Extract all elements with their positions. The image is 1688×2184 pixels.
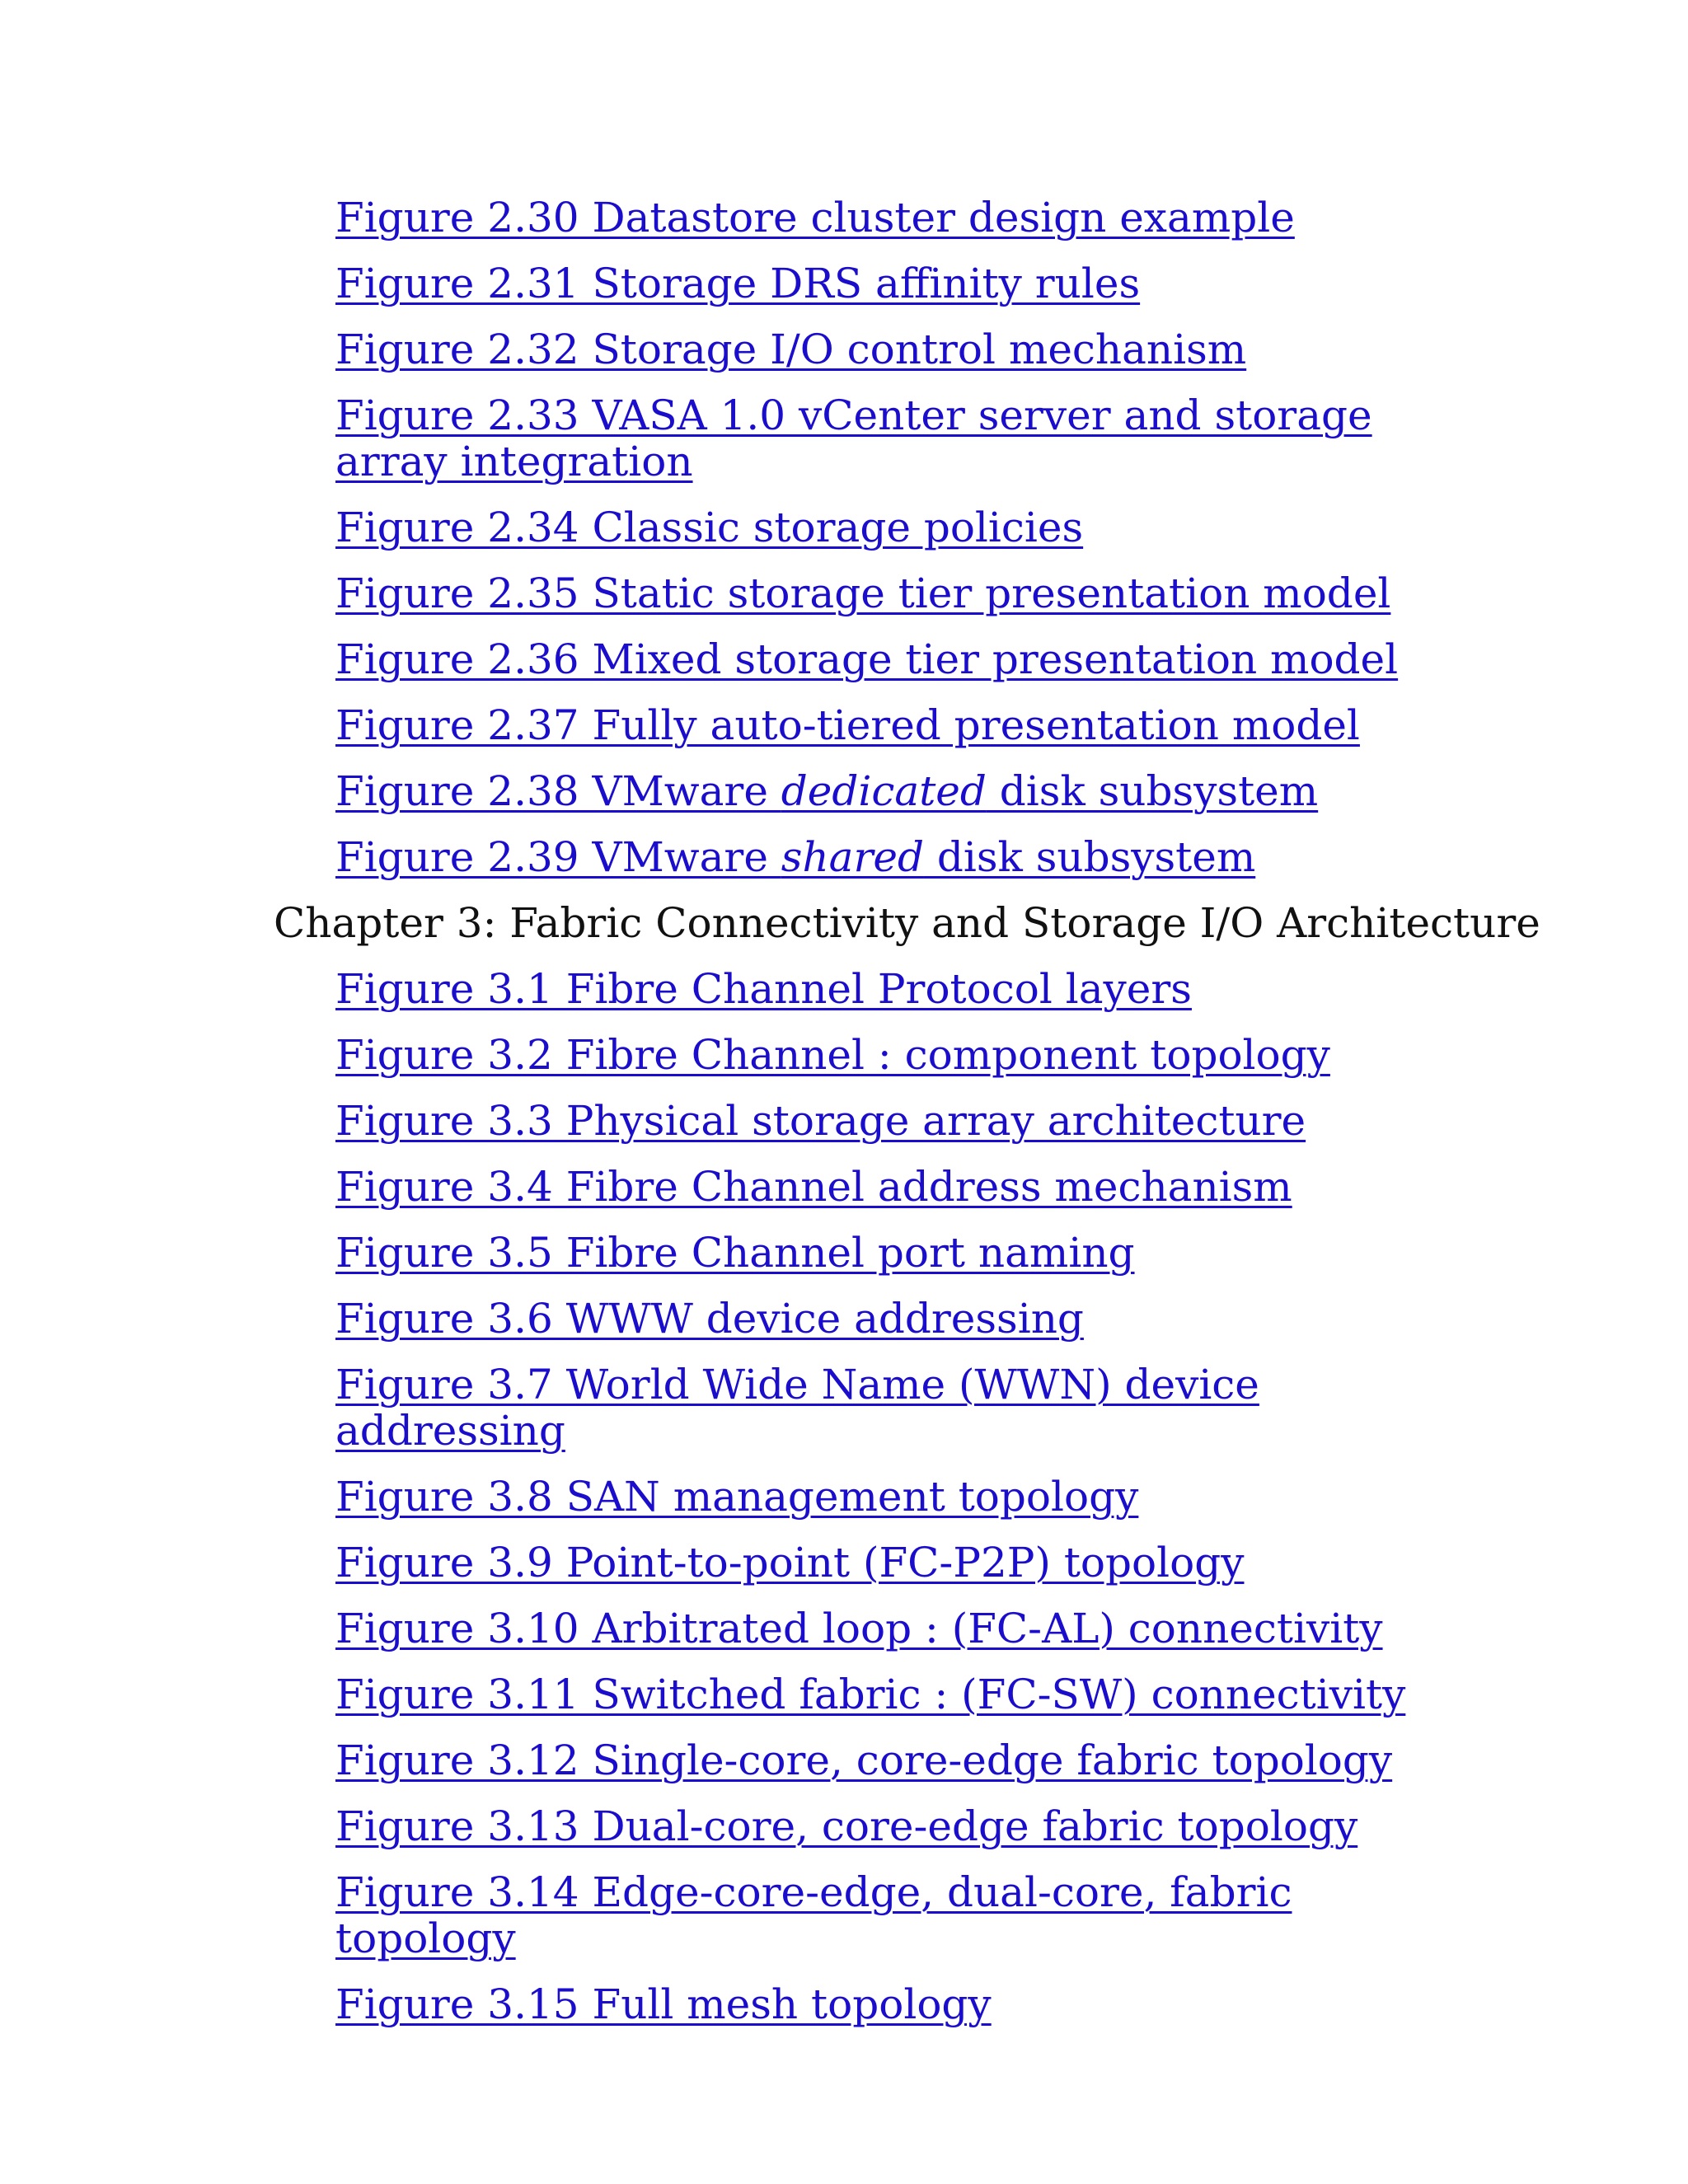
figure-link[interactable]: [335, 767, 1318, 815]
figure-list-item: [274, 1296, 1407, 1342]
figure-link[interactable]: Figure 3.10 Arbitrated loop : (FC-AL) connectivity: [335, 1605, 1383, 1652]
figure-link-text: Figure 2.39 VMware: [335, 833, 781, 881]
figure-list-item: [274, 1981, 1407, 2027]
figure-list-item: [274, 834, 1407, 880]
figure-link[interactable]: Figure 3.9 Point-to-point (FC-P2P) topology: [335, 1539, 1245, 1586]
figure-link-text: Figure 2.38 VMware: [335, 767, 781, 815]
figure-list-item: [274, 1869, 1407, 1961]
figure-list-item: [274, 1540, 1407, 1586]
figure-link[interactable]: Figure 3.11 Switched fabric : (FC-SW) connectivity: [335, 1671, 1406, 1718]
figure-link[interactable]: Figure 2.30 Datastore cluster design example: [335, 194, 1295, 241]
figure-list-item: [274, 504, 1407, 551]
figure-link[interactable]: Figure 3.14 Edge-core-edge, dual-core, fabric topology: [335, 1868, 1292, 1962]
figure-list-item: [274, 1671, 1407, 1718]
figure-list-item: [274, 636, 1407, 682]
figure-list-item: [274, 194, 1407, 241]
figure-link[interactable]: Figure 2.33 VASA 1.0 vCenter server and storage array integration: [335, 391, 1372, 485]
figure-link[interactable]: Figure 2.35 Static storage tier presentation model: [335, 569, 1391, 617]
figure-link[interactable]: Figure 3.3 Physical storage array architecture: [335, 1097, 1306, 1145]
chapter-heading: Chapter 3: Fabric Connectivity and Storage I/O Architecture: [274, 899, 1540, 947]
figure-link[interactable]: Figure 2.31 Storage DRS affinity rules: [335, 260, 1141, 307]
figure-link-text: disk subsystem: [923, 833, 1256, 881]
figure-list-item: [274, 392, 1407, 485]
figure-list-item: [274, 1164, 1407, 1210]
figure-list-item: [274, 1098, 1407, 1144]
figure-link[interactable]: Figure 3.1 Fibre Channel Protocol layers: [335, 965, 1192, 1013]
figure-link[interactable]: Figure 3.4 Fibre Channel address mechanism: [335, 1163, 1292, 1211]
figure-link-text: disk subsystem: [986, 767, 1319, 815]
figure-list-item: [274, 260, 1407, 307]
figure-link[interactable]: Figure 2.34 Classic storage policies: [335, 504, 1084, 551]
figure-link[interactable]: Figure 3.2 Fibre Channel : component topology: [335, 1031, 1330, 1079]
figure-list-item: [274, 1605, 1407, 1652]
figure-link[interactable]: Figure 3.13 Dual-core, core-edge fabric topology: [335, 1802, 1358, 1850]
figure-list-item: [274, 570, 1407, 616]
table-of-figures: [274, 194, 1592, 2047]
figure-list-item: [274, 1230, 1407, 1276]
figure-list-item: [274, 1474, 1407, 1520]
figure-link-emphasis: dedicated: [781, 767, 987, 815]
figure-list-item: [274, 966, 1407, 1012]
figure-link[interactable]: Figure 2.37 Fully auto-tiered presentation model: [335, 701, 1360, 749]
figure-link-emphasis: shared: [781, 833, 924, 881]
figure-list-item: [274, 326, 1407, 373]
figure-list-item: [274, 1361, 1407, 1454]
figure-link[interactable]: Figure 3.7 World Wide Name (WWN) device addressing: [335, 1361, 1259, 1455]
figure-link[interactable]: Figure 3.15 Full mesh topology: [335, 1980, 992, 2028]
figure-link[interactable]: [335, 833, 1255, 881]
figure-link[interactable]: Figure 2.32 Storage I/O control mechanism: [335, 326, 1247, 373]
figure-list-item: [274, 1803, 1407, 1849]
figure-link[interactable]: Figure 3.12 Single-core, core-edge fabric topology: [335, 1736, 1393, 1784]
figure-link[interactable]: Figure 3.5 Fibre Channel port naming: [335, 1229, 1135, 1277]
figure-link[interactable]: Figure 3.8 SAN management topology: [335, 1473, 1139, 1521]
figure-list-item: [274, 702, 1407, 748]
figure-list-item: [274, 1737, 1407, 1783]
figure-link[interactable]: Figure 2.36 Mixed storage tier presentation model: [335, 635, 1399, 683]
figure-list-item: [274, 768, 1407, 814]
figure-list-item: [274, 1032, 1407, 1078]
figure-link[interactable]: Figure 3.6 WWW device addressing: [335, 1295, 1084, 1343]
